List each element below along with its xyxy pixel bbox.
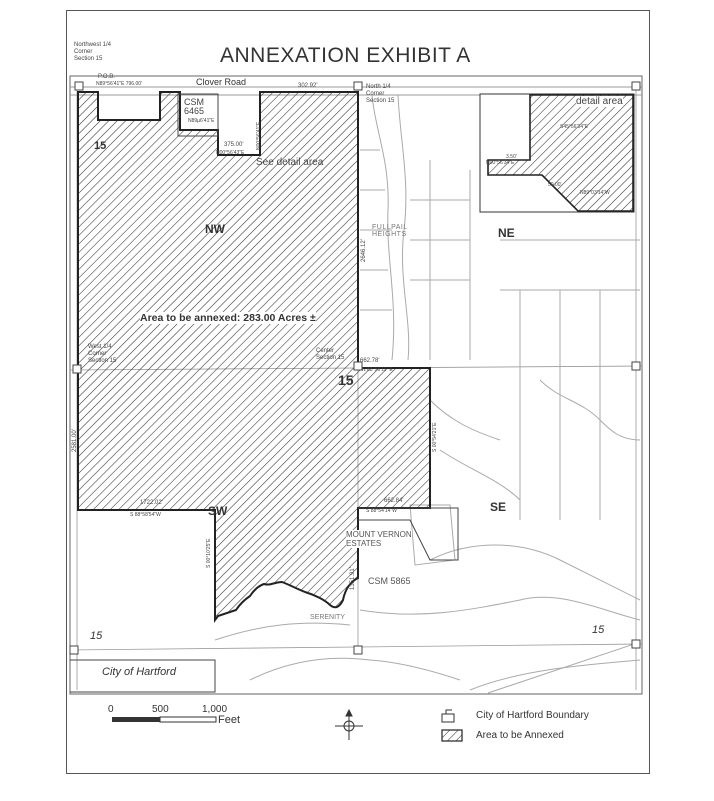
note-a2: N00°56'41"E (256, 121, 262, 150)
detail-note-d1: N00°56'34"E (486, 160, 515, 166)
note-a12: S 00°10'25"E (206, 538, 212, 568)
top-bearing-label: N89°56'41"E 796.00' (96, 81, 142, 87)
detail-note-d4: 50.00' (548, 182, 562, 188)
city-of-hartford-label: City of Hartford (102, 666, 176, 678)
quadrant-ne: NE (498, 226, 515, 240)
pob-label: P.O.B. (98, 74, 115, 80)
center-corner-label: Center Section 15 (316, 348, 345, 361)
section-number-center: 15 (338, 372, 354, 388)
west-corner-label: West 1/4 Corner Section 15 (88, 344, 117, 364)
note-a6: 662.78' (360, 358, 380, 364)
section-number-nw: 15 (94, 140, 107, 152)
section-number-se: 15 (592, 624, 605, 636)
mount-vernon-estates-label: MOUNT VERNON ESTATES (346, 530, 412, 548)
fullpail-heights-label: FULLPAIL HEIGHTS (372, 224, 408, 238)
legend-annexed-icon (442, 730, 462, 741)
note-a1: 302.92' (298, 83, 318, 89)
detail-area-label: detail area (576, 96, 623, 107)
scale-tick-0: 0 (108, 704, 114, 715)
legend-annexed-label: Area to be Annexed (476, 730, 564, 741)
note-a15: S 00°54'21"E (432, 422, 438, 452)
scale-tick-1000: 1,000 (202, 704, 228, 715)
scale-unit: Feet (218, 714, 241, 726)
legend-boundary-icon (442, 710, 454, 722)
detail-note-d5: S45°56'34"E (560, 124, 589, 130)
note-a10: 1722.02' (140, 500, 163, 506)
north-arrow-icon (335, 710, 363, 740)
csm-6465-label: CSM 6465 (184, 97, 205, 116)
area-label: Area to be annexed: 283.00 Acres ± (140, 312, 316, 324)
scale-bar (112, 717, 216, 722)
serenity-label: SERENITY (310, 614, 346, 621)
csm-5865-label: CSM 5865 (368, 576, 411, 586)
note-a4: 375.00' (224, 142, 244, 148)
quadrant-se: SE (490, 500, 507, 514)
note-a3: N89µ6'41"E (188, 118, 215, 124)
map-title: ANNEXATION EXHIBIT A (220, 44, 471, 67)
scale-tick-500: 500 (152, 704, 169, 715)
quadrant-nw: NW (205, 222, 225, 236)
note-a5: N00°56'43"E (216, 150, 245, 156)
see-detail-label: See detail area (256, 157, 324, 168)
legend-boundary-label: City of Hartford Boundary (476, 710, 589, 721)
note-a7: N 88°56'11" E (362, 367, 393, 373)
north-corner-label: North 1/4 Corner Section 15 (366, 84, 395, 104)
detail-note-d2: 3.50' (506, 154, 517, 160)
note-a14: 2646.12' (361, 239, 367, 262)
note-a11: S 88°58'54"W (130, 512, 161, 518)
note-a13: 1351.91' (350, 567, 356, 590)
quadrant-sw: SW (208, 504, 228, 518)
clover-road-label: Clover Road (196, 77, 247, 87)
note-a16: 2581.00' (72, 429, 78, 452)
note-a9: S 88°54'14"W (366, 508, 397, 514)
detail-note-d3: N89°03'14"W (580, 190, 610, 196)
northwest-corner-label: Northwest 1/4 Corner Section 15 (74, 42, 112, 62)
section-number-sw: 15 (90, 630, 103, 642)
note-a8: 662.84' (384, 498, 404, 504)
